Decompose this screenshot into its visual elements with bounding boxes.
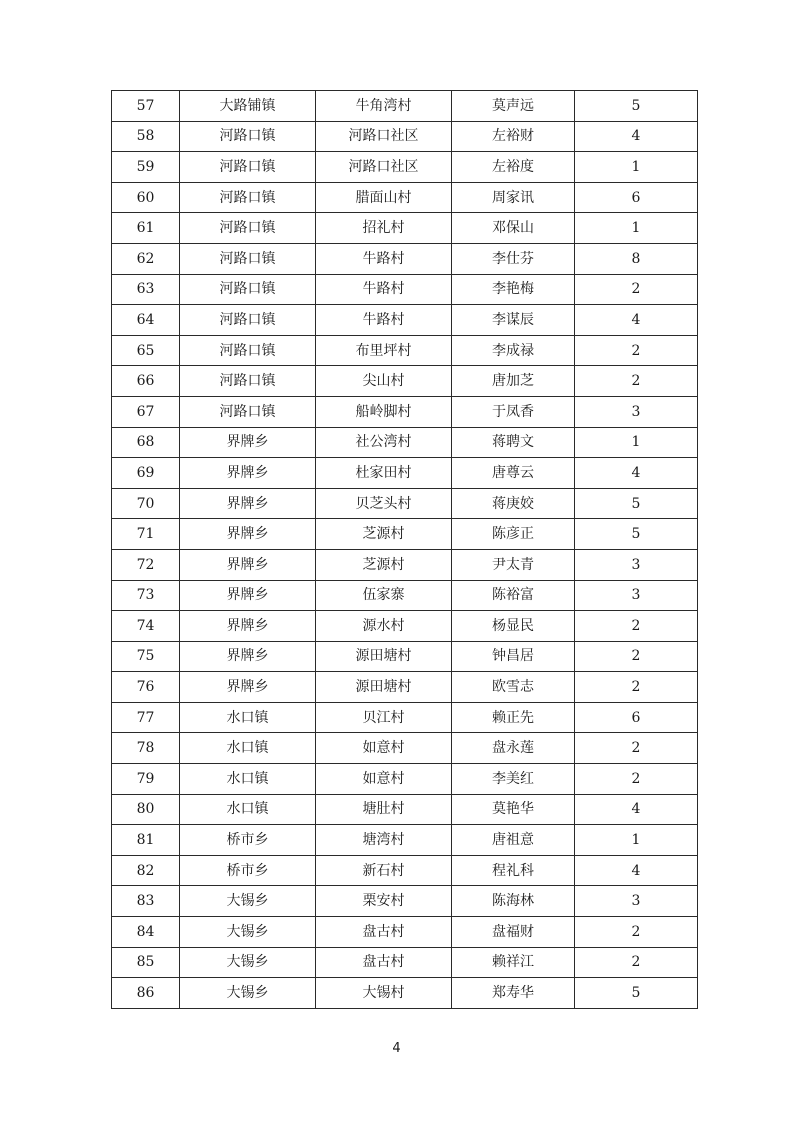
town-cell: 水口镇 xyxy=(180,702,316,733)
village-cell: 牛角湾村 xyxy=(316,91,452,122)
count-cell: 1 xyxy=(575,825,698,856)
count-cell: 2 xyxy=(575,733,698,764)
table-row xyxy=(112,978,698,1009)
table-row xyxy=(112,121,698,152)
village-cell: 塘肚村 xyxy=(316,794,452,825)
count-cell: 2 xyxy=(575,274,698,305)
table-row xyxy=(112,549,698,580)
row-number-cell: 83 xyxy=(112,886,180,917)
row-number-cell: 85 xyxy=(112,947,180,978)
name-cell: 钟昌居 xyxy=(452,641,575,672)
row-number-cell: 74 xyxy=(112,611,180,642)
name-cell: 欧雪志 xyxy=(452,672,575,703)
town-cell: 界牌乡 xyxy=(180,641,316,672)
table-body xyxy=(112,91,698,1009)
name-cell: 赖正先 xyxy=(452,702,575,733)
town-cell: 河路口镇 xyxy=(180,243,316,274)
row-number-cell: 66 xyxy=(112,366,180,397)
village-cell: 船岭脚村 xyxy=(316,396,452,427)
count-cell: 4 xyxy=(575,458,698,489)
village-cell: 盘古村 xyxy=(316,947,452,978)
town-cell: 河路口镇 xyxy=(180,121,316,152)
town-cell: 桥市乡 xyxy=(180,855,316,886)
row-number-cell: 65 xyxy=(112,335,180,366)
name-cell: 盘永莲 xyxy=(452,733,575,764)
household-table xyxy=(111,90,698,1009)
town-cell: 界牌乡 xyxy=(180,611,316,642)
village-cell: 河路口社区 xyxy=(316,121,452,152)
table-row xyxy=(112,917,698,948)
count-cell: 3 xyxy=(575,580,698,611)
table-row xyxy=(112,488,698,519)
count-cell: 1 xyxy=(575,213,698,244)
town-cell: 界牌乡 xyxy=(180,458,316,489)
row-number-cell: 75 xyxy=(112,641,180,672)
town-cell: 河路口镇 xyxy=(180,182,316,213)
town-cell: 界牌乡 xyxy=(180,488,316,519)
count-cell: 2 xyxy=(575,764,698,795)
town-cell: 大锡乡 xyxy=(180,947,316,978)
row-number-cell: 73 xyxy=(112,580,180,611)
count-cell: 2 xyxy=(575,335,698,366)
name-cell: 陈彦正 xyxy=(452,519,575,550)
row-number-cell: 82 xyxy=(112,855,180,886)
row-number-cell: 71 xyxy=(112,519,180,550)
row-number-cell: 68 xyxy=(112,427,180,458)
village-cell: 芝源村 xyxy=(316,549,452,580)
village-cell: 伍家寨 xyxy=(316,580,452,611)
village-cell: 贝江村 xyxy=(316,702,452,733)
name-cell: 李美红 xyxy=(452,764,575,795)
table-row xyxy=(112,182,698,213)
table-row xyxy=(112,274,698,305)
count-cell: 4 xyxy=(575,855,698,886)
row-number-cell: 67 xyxy=(112,396,180,427)
town-cell: 河路口镇 xyxy=(180,274,316,305)
name-cell: 程礼科 xyxy=(452,855,575,886)
count-cell: 1 xyxy=(575,152,698,183)
row-number-cell: 81 xyxy=(112,825,180,856)
count-cell: 5 xyxy=(575,91,698,122)
name-cell: 唐加芝 xyxy=(452,366,575,397)
row-number-cell: 80 xyxy=(112,794,180,825)
town-cell: 大锡乡 xyxy=(180,917,316,948)
village-cell: 盘古村 xyxy=(316,917,452,948)
village-cell: 栗安村 xyxy=(316,886,452,917)
count-cell: 1 xyxy=(575,427,698,458)
town-cell: 大锡乡 xyxy=(180,886,316,917)
name-cell: 唐祖意 xyxy=(452,825,575,856)
page-number: 4 xyxy=(392,1041,401,1056)
row-number-cell: 76 xyxy=(112,672,180,703)
row-number-cell: 62 xyxy=(112,243,180,274)
village-cell: 牛路村 xyxy=(316,305,452,336)
table-row xyxy=(112,702,698,733)
name-cell: 左裕度 xyxy=(452,152,575,183)
count-cell: 3 xyxy=(575,396,698,427)
village-cell: 牛路村 xyxy=(316,243,452,274)
table-row xyxy=(112,305,698,336)
count-cell: 8 xyxy=(575,243,698,274)
count-cell: 5 xyxy=(575,488,698,519)
row-number-cell: 79 xyxy=(112,764,180,795)
count-cell: 4 xyxy=(575,121,698,152)
row-number-cell: 58 xyxy=(112,121,180,152)
table-row xyxy=(112,243,698,274)
name-cell: 李谋辰 xyxy=(452,305,575,336)
count-cell: 2 xyxy=(575,947,698,978)
town-cell: 水口镇 xyxy=(180,733,316,764)
name-cell: 陈裕富 xyxy=(452,580,575,611)
table-row xyxy=(112,152,698,183)
name-cell: 郑寿华 xyxy=(452,978,575,1009)
village-cell: 新石村 xyxy=(316,855,452,886)
count-cell: 5 xyxy=(575,519,698,550)
town-cell: 河路口镇 xyxy=(180,335,316,366)
row-number-cell: 61 xyxy=(112,213,180,244)
village-cell: 尖山村 xyxy=(316,366,452,397)
count-cell: 3 xyxy=(575,549,698,580)
row-number-cell: 57 xyxy=(112,91,180,122)
name-cell: 周家讯 xyxy=(452,182,575,213)
village-cell: 大锡村 xyxy=(316,978,452,1009)
village-cell: 源田塘村 xyxy=(316,641,452,672)
village-cell: 牛路村 xyxy=(316,274,452,305)
name-cell: 李仕芬 xyxy=(452,243,575,274)
village-cell: 源水村 xyxy=(316,611,452,642)
village-cell: 如意村 xyxy=(316,733,452,764)
count-cell: 2 xyxy=(575,672,698,703)
table-row xyxy=(112,794,698,825)
row-number-cell: 64 xyxy=(112,305,180,336)
village-cell: 芝源村 xyxy=(316,519,452,550)
count-cell: 4 xyxy=(575,305,698,336)
row-number-cell: 78 xyxy=(112,733,180,764)
table-row xyxy=(112,764,698,795)
town-cell: 河路口镇 xyxy=(180,366,316,397)
village-cell: 贝芝头村 xyxy=(316,488,452,519)
count-cell: 2 xyxy=(575,611,698,642)
village-cell: 布里坪村 xyxy=(316,335,452,366)
name-cell: 邓保山 xyxy=(452,213,575,244)
table-row xyxy=(112,91,698,122)
town-cell: 河路口镇 xyxy=(180,213,316,244)
row-number-cell: 77 xyxy=(112,702,180,733)
table-row xyxy=(112,458,698,489)
count-cell: 5 xyxy=(575,978,698,1009)
name-cell: 李艳梅 xyxy=(452,274,575,305)
town-cell: 大路铺镇 xyxy=(180,91,316,122)
table-row xyxy=(112,672,698,703)
name-cell: 李成禄 xyxy=(452,335,575,366)
village-cell: 如意村 xyxy=(316,764,452,795)
row-number-cell: 69 xyxy=(112,458,180,489)
count-cell: 4 xyxy=(575,794,698,825)
count-cell: 2 xyxy=(575,366,698,397)
row-number-cell: 60 xyxy=(112,182,180,213)
name-cell: 杨显民 xyxy=(452,611,575,642)
table-row xyxy=(112,825,698,856)
town-cell: 河路口镇 xyxy=(180,396,316,427)
name-cell: 莫声远 xyxy=(452,91,575,122)
table-row xyxy=(112,366,698,397)
table-row xyxy=(112,641,698,672)
table-row xyxy=(112,733,698,764)
table-row xyxy=(112,886,698,917)
row-number-cell: 86 xyxy=(112,978,180,1009)
name-cell: 蒋聘文 xyxy=(452,427,575,458)
table-row xyxy=(112,396,698,427)
village-cell: 塘湾村 xyxy=(316,825,452,856)
town-cell: 界牌乡 xyxy=(180,580,316,611)
name-cell: 于凤香 xyxy=(452,396,575,427)
town-cell: 河路口镇 xyxy=(180,152,316,183)
table-row xyxy=(112,213,698,244)
table-row xyxy=(112,519,698,550)
town-cell: 界牌乡 xyxy=(180,672,316,703)
village-cell: 腊面山村 xyxy=(316,182,452,213)
name-cell: 陈海林 xyxy=(452,886,575,917)
count-cell: 2 xyxy=(575,641,698,672)
name-cell: 左裕财 xyxy=(452,121,575,152)
village-cell: 杜家田村 xyxy=(316,458,452,489)
town-cell: 界牌乡 xyxy=(180,427,316,458)
table-row xyxy=(112,427,698,458)
row-number-cell: 84 xyxy=(112,917,180,948)
town-cell: 水口镇 xyxy=(180,764,316,795)
count-cell: 6 xyxy=(575,182,698,213)
count-cell: 3 xyxy=(575,886,698,917)
name-cell: 莫艳华 xyxy=(452,794,575,825)
town-cell: 界牌乡 xyxy=(180,549,316,580)
row-number-cell: 70 xyxy=(112,488,180,519)
village-cell: 招礼村 xyxy=(316,213,452,244)
town-cell: 桥市乡 xyxy=(180,825,316,856)
village-cell: 源田塘村 xyxy=(316,672,452,703)
name-cell: 赖祥江 xyxy=(452,947,575,978)
table-row xyxy=(112,855,698,886)
name-cell: 唐尊云 xyxy=(452,458,575,489)
row-number-cell: 63 xyxy=(112,274,180,305)
count-cell: 6 xyxy=(575,702,698,733)
town-cell: 河路口镇 xyxy=(180,305,316,336)
table-row xyxy=(112,580,698,611)
table-row xyxy=(112,947,698,978)
village-cell: 社公湾村 xyxy=(316,427,452,458)
town-cell: 大锡乡 xyxy=(180,978,316,1009)
village-cell: 河路口社区 xyxy=(316,152,452,183)
row-number-cell: 72 xyxy=(112,549,180,580)
row-number-cell: 59 xyxy=(112,152,180,183)
table-row xyxy=(112,335,698,366)
name-cell: 蒋庚姣 xyxy=(452,488,575,519)
table-row xyxy=(112,611,698,642)
count-cell: 2 xyxy=(575,917,698,948)
town-cell: 界牌乡 xyxy=(180,519,316,550)
name-cell: 盘福财 xyxy=(452,917,575,948)
town-cell: 水口镇 xyxy=(180,794,316,825)
name-cell: 尹太青 xyxy=(452,549,575,580)
